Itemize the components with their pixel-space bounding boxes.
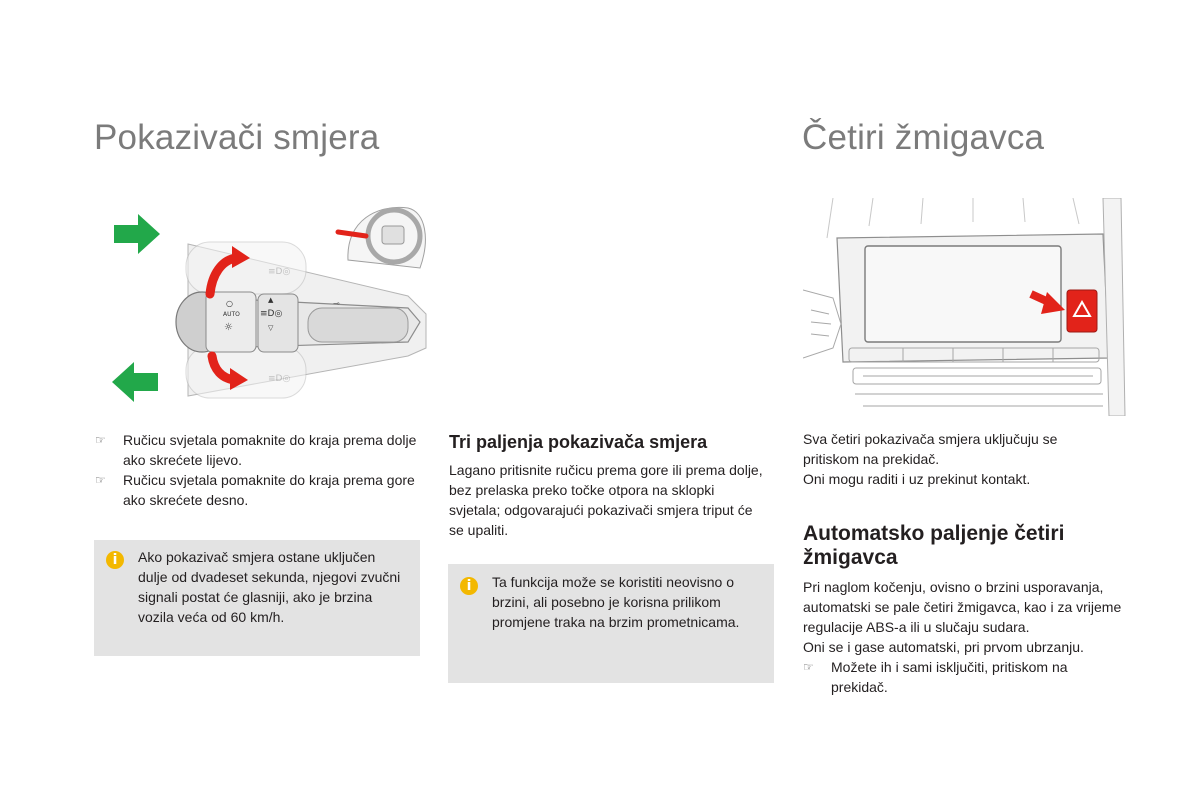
- list-item: ☞ Ručicu svjetala pomaknite do kraja prema gore ako skrećete desno.: [95, 472, 415, 508]
- page-title-left: Pokazivači smjera: [94, 118, 380, 157]
- three-flashes-body: Lagano pritisnite ručicu prema gore ili prema dolje, bez prelaska preko točke otpora na sklopki svjetala; odgovarajući pokazivači smjera triput će se upaliti.: [449, 462, 763, 538]
- hazard-switch-figure: [803, 198, 1128, 416]
- svg-text:☼: ☼: [224, 322, 233, 333]
- steering-wheel-icon: [338, 207, 425, 268]
- info-text-left: Ako pokazivač smjera ostane uključen dulje od dvadeset sekunda, njegovi zvučni signali postat će glasniji, ako je brzina vozila veća od 60 km/h.: [138, 549, 401, 625]
- info-icon: i: [460, 577, 478, 595]
- auto-label: AUTO: [223, 311, 240, 318]
- info-box-left: [94, 540, 420, 656]
- dashboard-illustration: [803, 198, 1128, 416]
- bullet-hand-icon: ☞: [803, 660, 814, 674]
- stalk-upper-ghost: [186, 242, 306, 294]
- green-arrow-right-icon: [114, 214, 160, 259]
- list-item: ☞ Možete ih i sami isključiti, pritiskom na prekidač.: [803, 659, 1068, 695]
- auto-hazard-body-1: Pri naglom kočenju, ovisno o brzini usporavanja, automatski se pale četiri žmigavca, kao i za vrijeme regulacije ABS-a ili u slučaju sudara.: [803, 579, 1122, 635]
- auto-hazard-body-2: Oni se i gase automatski, pri prvom ubrzanju.: [803, 639, 1084, 655]
- svg-text:▲: ▲: [268, 296, 274, 304]
- svg-text:▽: ▽: [268, 324, 274, 332]
- info-text-middle: Ta funkcija može se koristiti neovisno o brzini, ali posebno je korisna prilikom promjene traka na brzim prometnicama.: [492, 574, 740, 630]
- section-heading-three-flashes: Tri paljenja pokazivača smjera: [449, 432, 708, 452]
- hazard-intro-2: Oni mogu raditi i uz prekinut kontakt.: [803, 471, 1031, 487]
- hazard-button-icon: [1067, 290, 1097, 332]
- bullet-hand-icon: ☞: [95, 433, 106, 447]
- list-item: ☞ Ručicu svjetala pomaknite do kraja prema dolje ako skrećete lijevo.: [95, 432, 417, 468]
- svg-text:○: ○: [226, 299, 233, 308]
- stalk-lower-ghost: [186, 346, 306, 398]
- page-title-right: Četiri žmigavca: [802, 118, 1045, 157]
- green-arrow-left-icon: [112, 362, 158, 407]
- hazard-intro: [803, 429, 1113, 489]
- section-heading-auto-hazard: Automatsko paljenje četiri žmigavca: [803, 522, 1065, 569]
- svg-text:⊸: ⊸: [333, 299, 340, 308]
- auto-hazard-body: [803, 577, 1123, 697]
- svg-text:≡D◎: ≡D◎: [268, 267, 291, 277]
- hazard-intro-1: Sva četiri pokazivača smjera uključuju se pritiskom na prekidač.: [803, 431, 1058, 467]
- svg-text:≡D◎: ≡D◎: [268, 374, 291, 384]
- bullet-hand-icon: ☞: [95, 473, 106, 487]
- svg-text:≡D◎: ≡D◎: [260, 309, 283, 319]
- info-icon: i: [106, 551, 124, 569]
- info-box-middle: [448, 564, 774, 683]
- left-bullet-list: [95, 430, 420, 510]
